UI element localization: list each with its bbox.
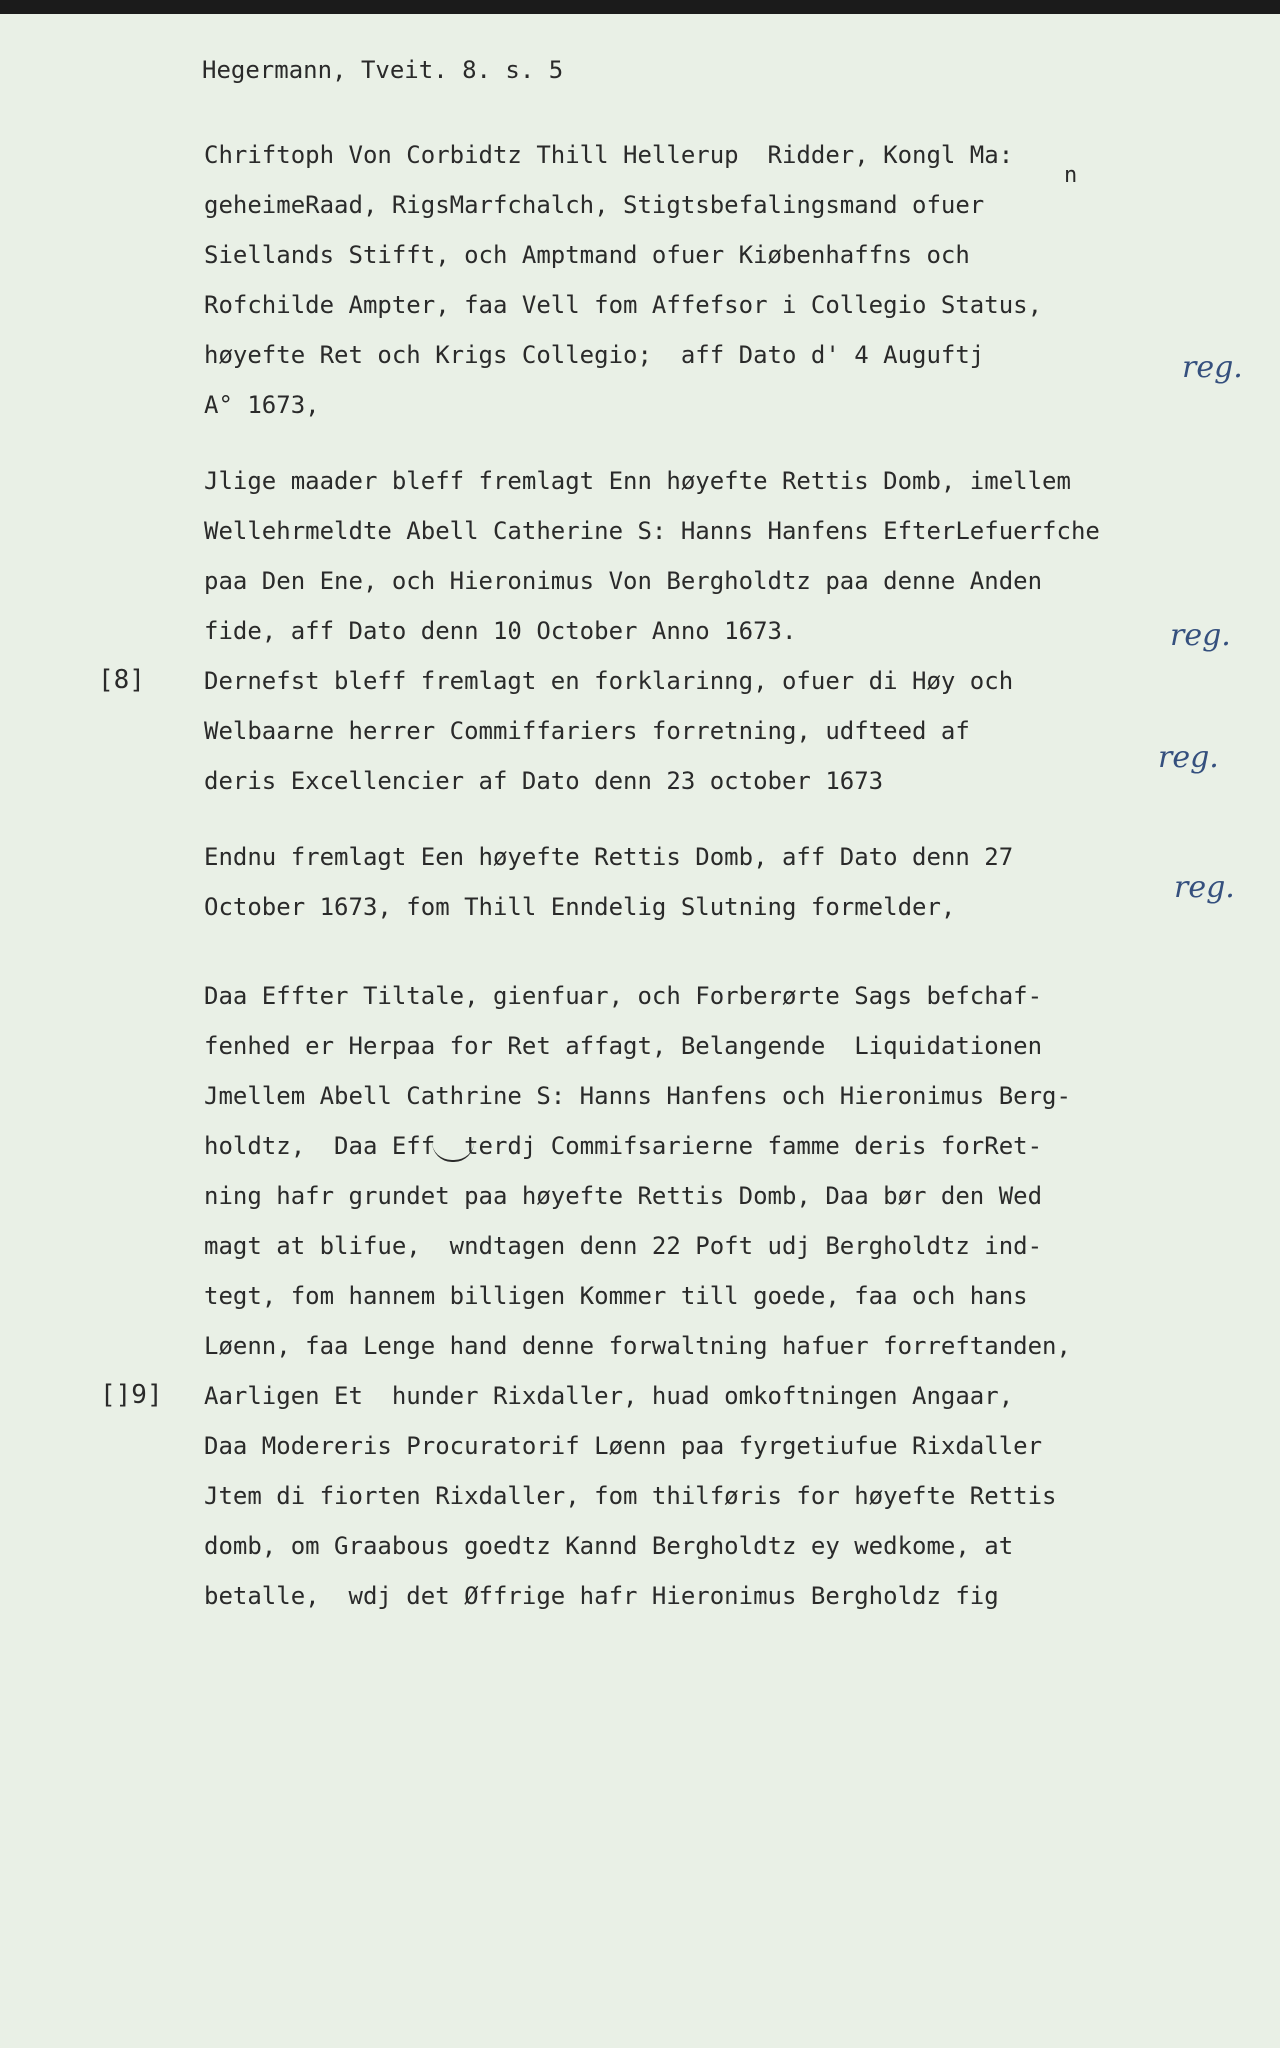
margin-number-8: [8]: [98, 665, 145, 695]
margin-note-reg-4: reg.: [1174, 870, 1235, 905]
text-line-4: Rofchilde Ampter, faa Vell fom Affefsor i Collegio Status,: [204, 291, 1043, 319]
text-line-16: Daa Effter Tiltale, gienfuar, och Forberørte Sags befchaf-: [204, 982, 1043, 1010]
margin-number-9: []9]: [100, 1380, 163, 1410]
document-header: Hegermann, Tveit. 8. s. 5: [202, 56, 564, 84]
text-line-19: holdtz, Daa Eff terdj Commifsarierne famme deris forRet-: [204, 1132, 1043, 1160]
text-line-3: Siellands Stifft, och Amptmand ofuer Kiøbenhaffns och: [204, 241, 970, 269]
text-line-21: magt at blifue, wndtagen denn 22 Poft udj Bergholdtz ind-: [204, 1232, 1043, 1260]
margin-note-reg-3: reg.: [1158, 740, 1219, 775]
text-line-12: Welbaarne herrer Commiffariers forretning, udfteed af: [204, 717, 970, 745]
text-line-5: høyefte Ret och Krigs Collegio; aff Dato d' 4 Auguftj: [204, 341, 985, 369]
text-line-22: tegt, fom hannem billigen Kommer till goede, faa och hans: [204, 1282, 1028, 1310]
interlinear-insert: n: [1064, 163, 1078, 188]
text-line-28: betalle, wdj det Øffrige hafr Hieronimus Bergholdz fig: [204, 1582, 999, 1610]
margin-note-reg-2: reg.: [1170, 618, 1231, 653]
text-line-8: Wellehrmeldte Abell Catherine S: Hanns Hanfens EfterLefuerfche: [204, 517, 1100, 545]
text-line-7: Jlige maader bleff fremlagt Enn høyefte Rettis Domb, imellem: [204, 467, 1071, 495]
text-line-11: Dernefst bleff fremlagt en forklarinng, ofuer di Høy och: [204, 667, 1014, 695]
text-line-6: A° 1673,: [204, 391, 320, 419]
text-line-26: Jtem di fiorten Rixdaller, fom thilføris for høyefte Rettis: [204, 1482, 1057, 1510]
text-line-25: Daa Modereris Procuratorif Løenn paa fyrgetiufue Rixdaller: [204, 1432, 1043, 1460]
text-line-1: Chriftoph Von Corbidtz Thill Hellerup Ridder, Kongl Ma:: [204, 141, 1014, 169]
text-line-24: Aarligen Et hunder Rixdaller, huad omkoftningen Angaar,: [204, 1382, 1014, 1410]
text-line-18: Jmellem Abell Cathrine S: Hanns Hanfens och Hieronimus Berg-: [204, 1082, 1071, 1110]
text-line-20: ning hafr grundet paa høyefte Rettis Domb, Daa bør den Wed: [204, 1182, 1043, 1210]
text-line-2: geheimeRaad, RigsMarfchalch, Stigtsbefalingsmand ofuer: [204, 191, 985, 219]
text-line-15: October 1673, fom Thill Enndelig Slutning formelder,: [204, 893, 956, 921]
margin-note-reg-1: reg.: [1182, 350, 1243, 385]
text-line-17: fenhed er Herpaa for Ret affagt, Belangende Liquidationen: [204, 1032, 1043, 1060]
text-line-27: domb, om Graabous goedtz Kannd Bergholdtz ey wedkome, at: [204, 1532, 1014, 1560]
scan-top-edge: [0, 0, 1280, 14]
text-line-9: paa Den Ene, och Hieronimus Von Bergholdtz paa denne Anden: [204, 567, 1043, 595]
text-line-10: fide, aff Dato denn 10 October Anno 1673.: [204, 617, 797, 645]
text-line-23: Løenn, faa Lenge hand denne forwaltning hafuer forreftanden,: [204, 1332, 1071, 1360]
text-line-13: deris Excellencier af Dato denn 23 october 1673: [204, 767, 884, 795]
text-line-14: Endnu fremlagt Een høyefte Rettis Domb, aff Dato denn 27: [204, 843, 1014, 871]
